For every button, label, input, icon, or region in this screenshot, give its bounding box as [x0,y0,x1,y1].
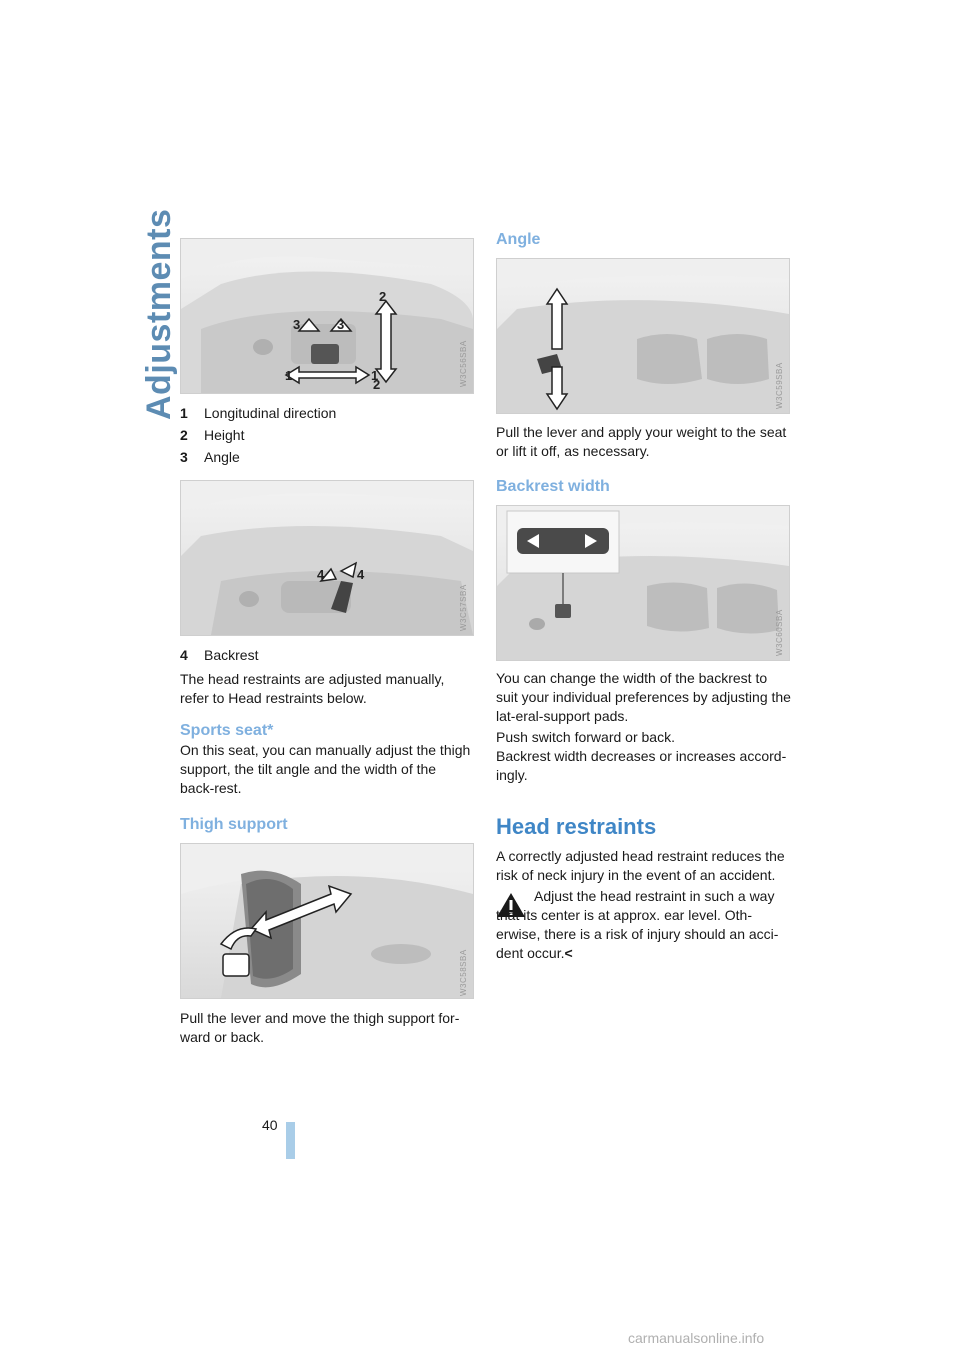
legend-item: 1 Longitudinal direction [180,405,337,421]
push-switch-text: Push switch forward or back. [496,729,675,745]
thigh-support-heading: Thigh support [180,816,288,833]
warning-end-mark: < [564,945,573,961]
backrest-change-text: Backrest width decreases or increases accord-ingly. [496,748,787,783]
legend-item: 4 Backrest [180,647,259,663]
svg-text:3: 3 [293,317,301,332]
figure-code: W3C57SBA [459,584,468,631]
head-restraint-note: The head restraints are adjusted manually, refer to Head restraints below. [180,671,445,706]
legend-item: 3 Angle [180,449,240,465]
svg-text:1: 1 [285,368,293,383]
section-title: Adjustments [140,208,178,420]
seat-controls-figure [180,238,474,394]
backrest-width-text: You can change the width of the backrest to suit your individual preferences by adjusting the lat-eral-support pads. [496,670,791,724]
backrest-control-figure [180,480,474,636]
thigh-support-text: Pull the lever and move the thigh support for-ward or back. [180,1010,460,1045]
backrest-width-heading: Backrest width [496,478,610,495]
svg-text:4: 4 [357,567,365,582]
legend-list-1 [180,402,472,468]
warning-text: Adjust the head restraint in such a way that its center is at approx. ear level. Oth-erwise, there is a risk of injury should an acci-dent occur.< [496,888,779,961]
figure-code: W3C60SBA [775,609,784,656]
head-restraints-heading: Head restraints [496,814,657,839]
backrest-width-figure [496,505,790,661]
watermark: carmanualsonline.info [628,1330,765,1346]
angle-heading: Angle [496,231,541,248]
head-restraints-text: A correctly adjusted head restraint reduces the risk of neck injury in the event of an accident. [496,848,785,883]
angle-text: Pull the lever and apply your weight to the seat or lift it off, as necessary. [496,424,787,459]
svg-text:4: 4 [317,567,325,582]
svg-text:2: 2 [379,289,387,304]
sports-seat-heading: Sports seat* [180,722,274,739]
legend-item: 2 Height [180,427,245,443]
figure-code: W3C56SBA [459,340,468,387]
page-number: 40 [262,1117,278,1133]
figure-code: W3C58SBA [459,949,468,996]
svg-text:3: 3 [337,317,345,332]
thigh-support-figure [180,843,474,999]
svg-text:2: 2 [373,377,381,392]
legend-list-2 [180,644,472,666]
svg-text:1: 1 [371,368,379,383]
sports-seat-text: On this seat, you can manually adjust the thigh support, the tilt angle and the width of the back-rest. [180,742,471,796]
angle-figure [496,258,790,414]
figure-code: W3C59SBA [775,362,784,409]
page-number-bar [286,1122,295,1159]
